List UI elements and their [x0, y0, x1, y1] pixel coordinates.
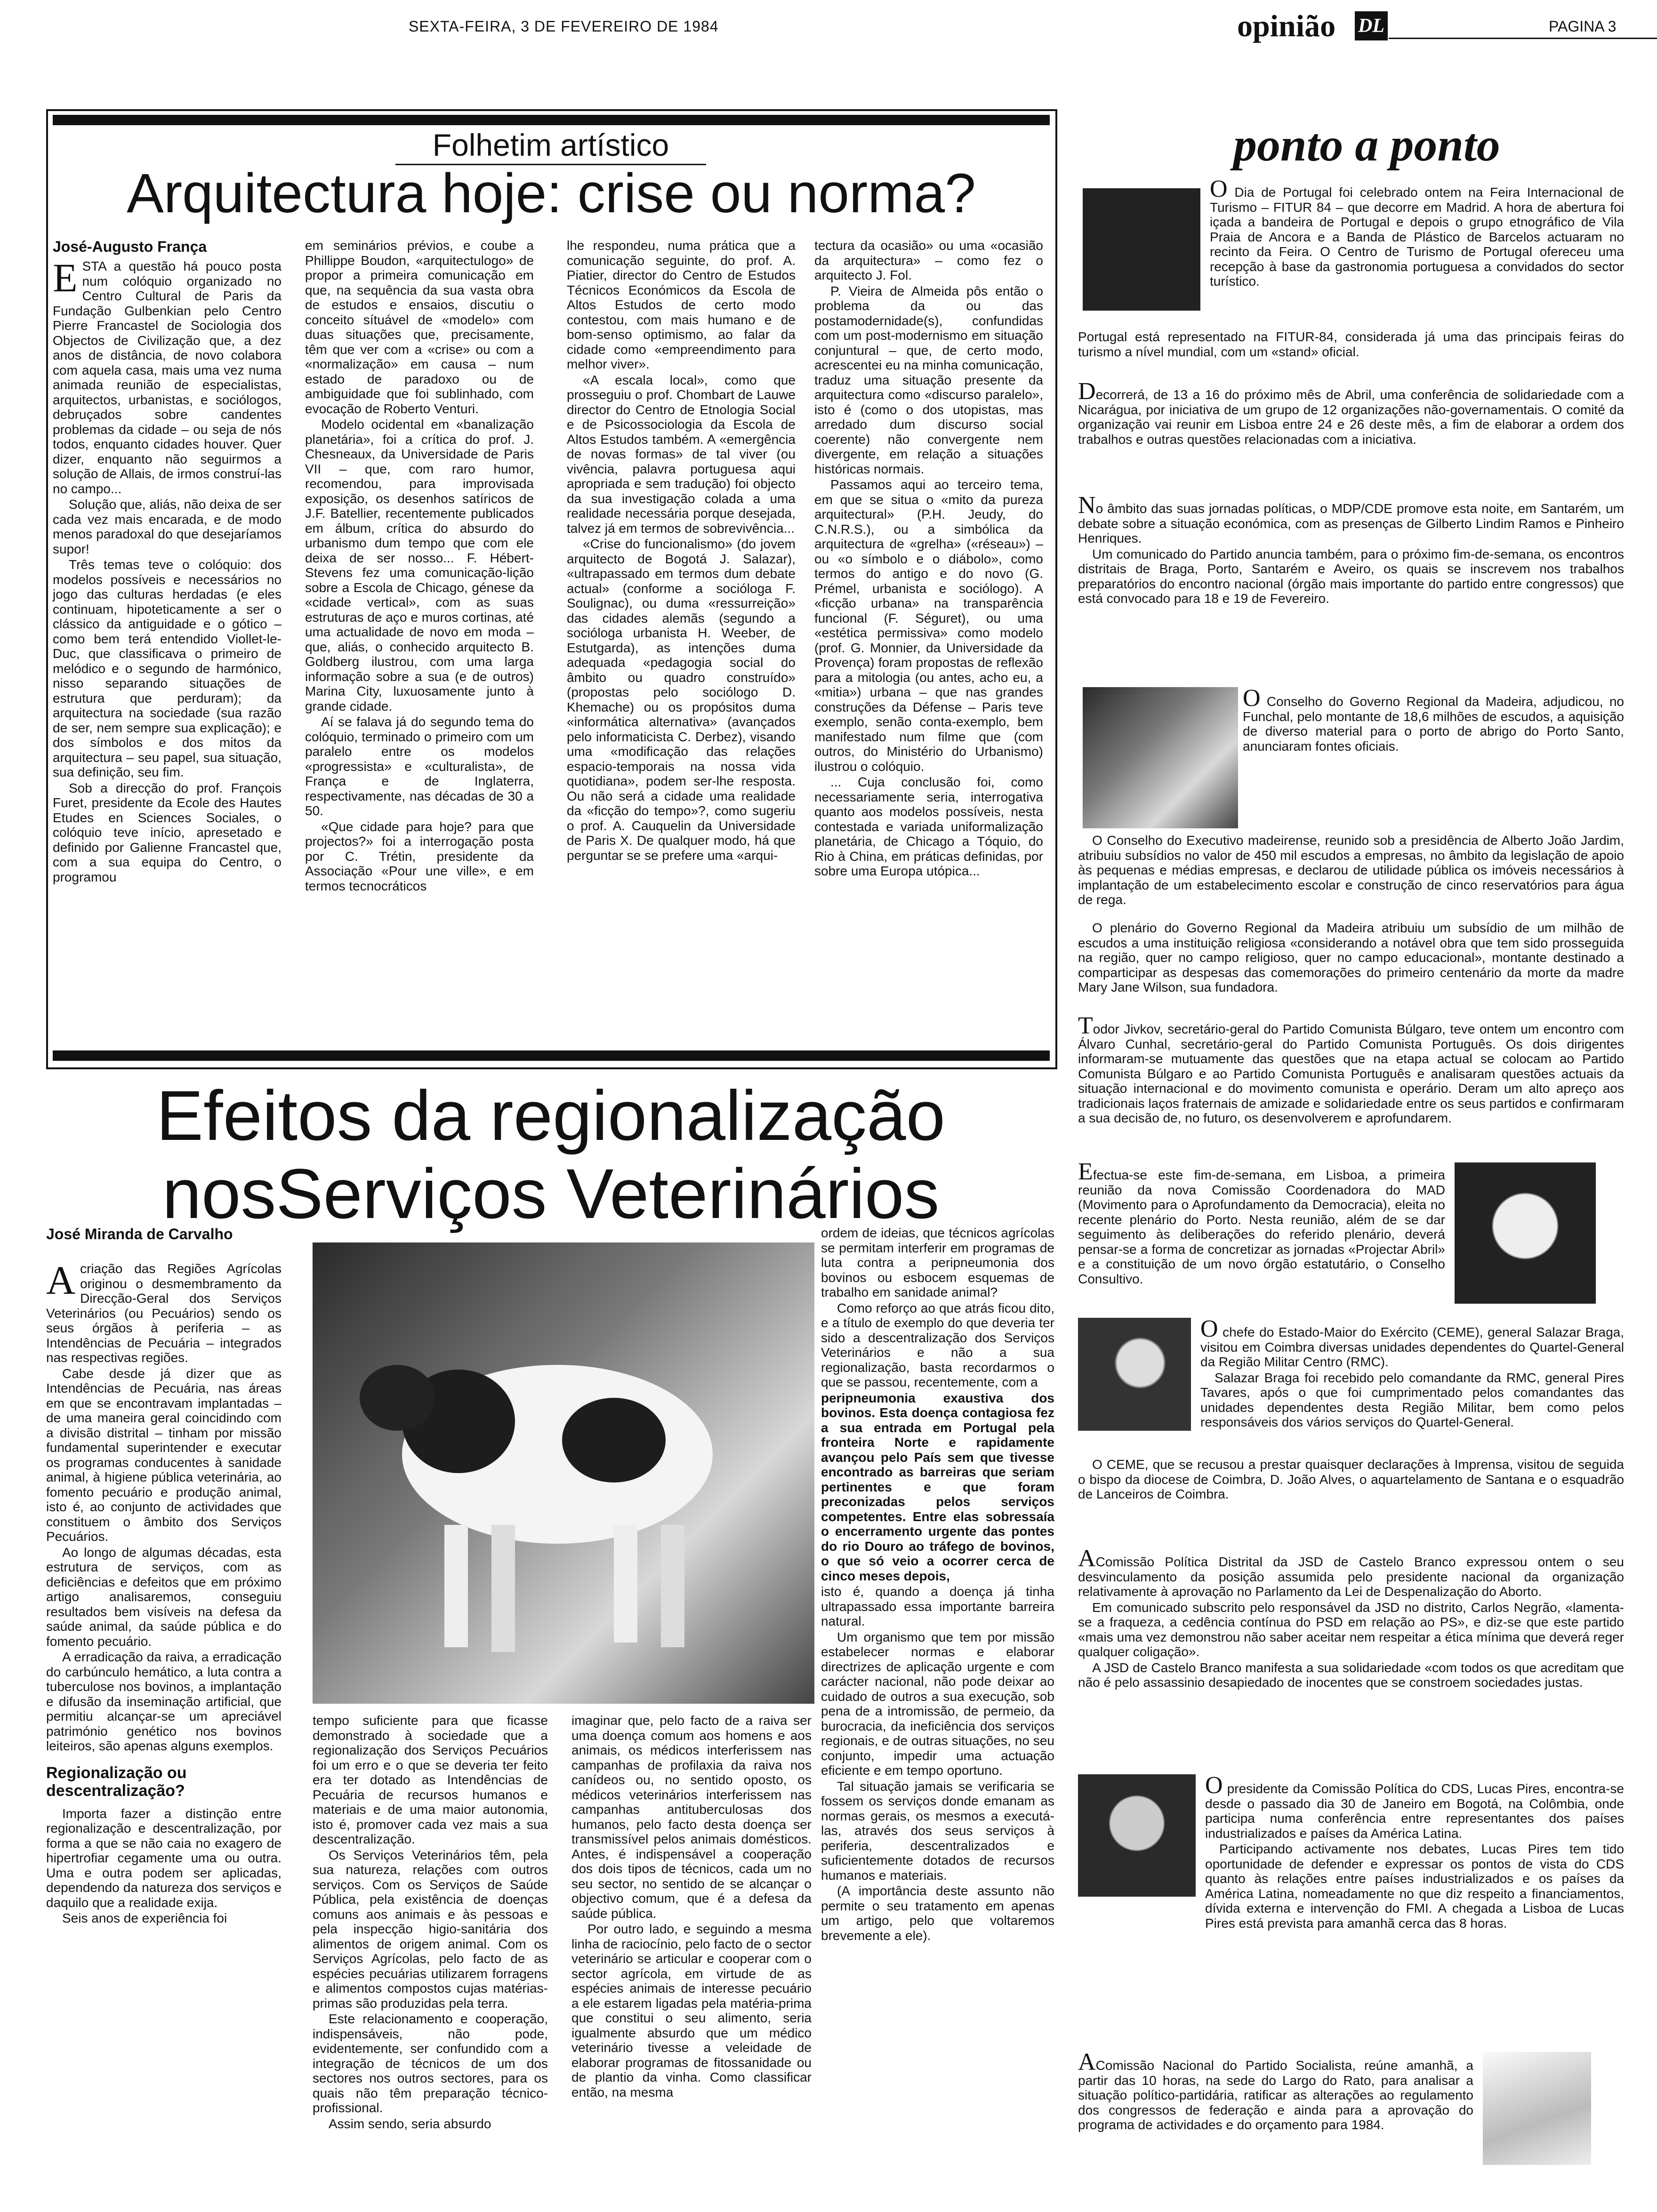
paragraph: Ao longo de algumas décadas, esta estrutura de serviços, com as deficiências e defeitos que em próximo artigo analisaremos, conseguiu resultados bem visíveis na defesa da saúde animal, da saúde pública e do fomento pecuário.: [46, 1545, 282, 1649]
portrait-photo-3: [1078, 1774, 1196, 1897]
portrait-photo-1: [1455, 1162, 1596, 1304]
folhetim-column-3: [567, 238, 796, 1050]
item-text: Um comunicado do Partido anuncia também, para o próximo fim-de-semana, os encontros distritais de Braga, Porto, Santarém e Aveiro, os quais se inscrevem nos trabalhos preparatórios do encontro nacional (órgão mais importante do partido entre congressos) que está convocado para 18 e 19 de Fevereiro.: [1078, 546, 1624, 606]
item-text: odor Jivkov, secretário-geral do Partido Comunista Búlgaro, teve ontem um encontro com Álvaro Cunhal, secretário-geral do Partido Comunista Português. Os dois dirigentes informaram-se mutuamente das questões que na etapa actual se colocam ao Partido Comunista Búlgaro e ao Partido Comunista Português e analisaram questões actuais da situação internacional e do movimento comunista e operário. Deram um alto apreço aos tradicionais laços fraternais de amizade e solidariedade entre os seus partidos e confirmaram a sua decisão de, no futuro, os desenvolverem e aprofundarem.: [1078, 1022, 1624, 1125]
portrait-photo-2: [1078, 1318, 1191, 1431]
paragraph: Modelo ocidental em «banalização planetária», foi a crítica do prof. J. Chesneaux, da Universidade de Paris VII – que, com raro humor, recomendou, para improvisada exposição, os desenhos satíricos de J.F. Batellier, recentemente publicados em álbum, crítica do absurdo do urbanismo dum tempo que com ele deixa de ser nosso... F. Hébert-Stevens fez uma comunicação-lição sobre a Escola de Chicago, génese da «cidade vertical», com as suas estruturas de aço e muros cortinas, até uma actualidade de novo em moda – que, aliás, o conhecido arquitecto B. Goldberg ilustrou, com uma larga informação sobre a sua (e de outros) Marina City, luxuosamente junto à grande cidade.: [305, 417, 534, 713]
funchal-photo: [1083, 687, 1238, 828]
drop-cap: A: [46, 1258, 76, 1303]
paragraph: «Crise do funcionalismo» (do jovem arquitecto de Bogotá J. Salazar), «ultrapassado em termos dum debate actual» (conforme a socióloga F. Soulignac), ou duma «ressurreição» das cidades alemãs (segundo a socióloga urbanista H. Weeber, de Estutgarda), as intenções duma adequada «pedagogia social do âmbito ou quadro construído» (propostas pelo sociólogo D. Khemache) ou os propósitos duma «informática alternativa» (avançados pelo informaticista C. Derbez), visando uma «modificação das relações espacio-temporais na nossa vida quotidiana», podem ser-lhe resposta. Ou não será a cidade uma realidade da «ficção do tempo»?, como sugeriu o prof. A. Cauquelin da Universidade de Paris X. De qualquer modo, há que perguntar se se prefere uma «arqui-: [567, 537, 796, 863]
paragraph: imaginar que, pelo facto de a raiva ser uma doença comum aos homens e aos animais, os médicos interferissem nas campanhas de profilaxia da raiva nos canídeos ou, no sentido oposto, os médicos veterinários interferissem nas campanhas antituberculosas dos humanos, pelo facto desta doença ser transmissível pelos animais domésticos. Antes, é indispensável a cooperação dos dois tipos de técnicos, cada um no seu sector, no sentido de se alcançar o objectivo comum, que é a defesa da saúde pública.: [571, 1713, 812, 1921]
paragraph: «Que cidade para hoje? para que projectos?» foi a interrogação posta por C. Trétin, presidente da Associação «Pour une ville», e em termos tecnocráticos: [305, 819, 534, 893]
page-number: PAGINA 3: [1549, 18, 1617, 35]
header-rule: [1389, 38, 1657, 39]
paragraph: tectura da ocasião» ou uma «ocasião da arquitectura» – como fez o arquitecto J. Fol.: [814, 238, 1043, 282]
ponto-title: ponto a ponto: [1233, 119, 1500, 171]
ponto-item-3: [1078, 492, 1624, 674]
paragraph: «A escala local», como que prosseguiu o prof. Chombart de Lauwe director do Centro de Etnologia Social e de Psicossociologia da Escola de Altos Estudos também. A «emergência de novas formas» de tal viver (ou vivência, palavra portuguesa aqui apropriada e sem tradução) foi objecto da sua investigação colada a uma realidade necessária porque desejada, talvez já em termos de sobrevivência...: [567, 372, 796, 536]
item-text: O CEME, que se recusou a prestar quaisquer declarações à Imprensa, visitou de seguida o bispo da diocese de Coimbra, D. João Alves, o aquartelamento de Santana e o esquadrão de Lanceiros de Coimbra.: [1078, 1457, 1624, 1501]
paragraph: isto é, quando a doença já tinha ultrapassado essa importante barreira natural.: [821, 1584, 1054, 1628]
ponto-item-2: [1078, 378, 1624, 480]
paragraph: Importa fazer a distinção entre regionalização e descentralização, por forma a que se não caia no exagero de hipertrofiar cegamente uma ou outra. Uma e outra podem ser aplicadas, dependendo da natureza dos serviços e daquilo que a realidade exija.: [46, 1806, 282, 1910]
efeitos-column-4: [821, 1226, 1054, 2198]
flag-photo: [1083, 188, 1200, 311]
newspaper-logo: DL: [1355, 11, 1388, 40]
item-text: ecorrerá, de 13 a 16 do próximo mês de Abril, uma conferência de solidariedade com a Nicarágua, por iniciativa de um grupo de 12 organizações não-governamentais. O comité da organização vai reunir em Lisboa entre 24 e 26 deste mês, a fim de elaborar a ordem dos trabalhos e outras questões relacionadas com a iniciativa.: [1078, 387, 1624, 447]
efeitos-column-3: [571, 1713, 812, 2198]
item-text: fectua-se este fim-de-semana, em Lisboa, a primeira reunião da nova Comissão Coordenadora do MAD (Movimento para o Aprofundamento da Democracia), eleita no recente plenário do Porto. Nesta reunião, além de se dar seguimento às deliberações do referido plenário, deverá pensar-se a forma de concretizar as jornadas «Projectar Abril» e a constituição de um novo órgão estatutário, o Conselho Consultivo.: [1078, 1168, 1445, 1286]
paragraph: ... Cuja conclusão foi, como necessariamente seria, interrogativa quanto aos modelos possíveis, nesta contestada e variada uniformalização planetária, de Chicago a Tóquio, do Rio à China, em práticas definidas, por sobre uma Europa utópica...: [814, 775, 1043, 878]
paragraph: Três temas teve o colóquio: dos modelos possíveis e necessários no jogo das culturas herdadas (e eles continuam, hipoteticamente a ser o clássico da antiguidade e o gótico – como bem terá entendido Viollet-le-Duc, que classificava o primeiro de melódico e o segundo de harmónico, nisso separando situações de estrutura que perduram); da arquitectura na sociedade (sua razão de ser, nem sempre sua explicação); e dos símbolos e dos mitos da arquitectura – seu papel, sua situação, sua definição, seu fim.: [53, 557, 282, 779]
paragraph: Seis anos de experiência foi: [62, 1911, 227, 1925]
paragraph: A erradicação da raiva, a erradicação do carbúnculo hemático, a luta contra a tuberculose nos bovinos, a implantação e difusão da inseminação artificial, que permitiu alcançar-se um apreciável património genético nos bovinos leiteiros, são apenas alguns exemplos.: [46, 1650, 282, 1753]
paragraph: Os Serviços Veterinários têm, pela sua natureza, relações com outros serviços. Com os Serviços de Saúde Pública, pela existência de doenças comuns aos animais e às pessoas e pela inspecção higio-sanitária dos alimentos de origem animal. Com os Serviços Agrícolas, pelo facto de as espécies pecuárias utilizarem forragens e alimentos compostos cujas matérias-primas são produzidas pela terra.: [313, 1847, 548, 2011]
item-text: A JSD de Castelo Branco manifesta a sua solidariedade «com todos os que acreditam que não é pelo assassinio desapiedado de inocentes que se constroem sociedades justas.: [1078, 1660, 1624, 1690]
paragraph: lhe respondeu, numa prática que a comunicação seguinte, do prof. A. Piatier, director do Centro de Estudos Técnicos Económicos da Escola de Altos Estudos de certo modo contestou, com mais humano e de bom-senso optimismo, ao falar da cidade como «empreendimento para melhor viver».: [567, 238, 796, 371]
efeitos-title-line-1: Efeitos da regionalização: [156, 1076, 946, 1155]
ponto-item-7: [1200, 1315, 1625, 1455]
paragraph: (A importância deste assunto não permite o seu tratamento em apenas um artigo, pelo que voltaremos brevemente a ele).: [821, 1883, 1054, 1943]
folhetim-column-4: [814, 238, 1043, 1050]
folhetim-title: Arquitectura hoje: crise ou norma?: [127, 162, 976, 224]
ponto-item-5: [1078, 1012, 1624, 1157]
item-text: O Conselho do Executivo madeirense, reunido sob a presidência de Alberto João Jardim, atribuiu subsídios no valor de 450 mil escudos a empresas, no âmbito da legislação de apoio às pequenas e médias empresas, e declarou de utilidade pública os imóveis necessários à implantação de um estabelecimento escolar e construção de cinco reservatórios para água de rega.: [1078, 833, 1624, 907]
item-text: chefe do Estado-Maior do Exército (CEME), general Salazar Braga, visitou em Coimbra diversas unidades dependentes do Quartel-General da Região Militar Centro (RMC).: [1200, 1325, 1625, 1369]
ponto-item-4: [1243, 685, 1625, 829]
folhetim-kicker: Folhetim artístico: [395, 126, 706, 165]
portrait-photo-4: [1483, 2052, 1591, 2165]
subheading: Regionalização ou descentralização?: [46, 1763, 187, 1800]
paragraph: Por outro lado, e seguindo a mesma linha de raciocínio, pelo facto de o sector veterinário se articular e cooperar com o sector agrícola, em virtude de as espécies animais de interesse pecuário a ele estarem ligadas pela matéria-prima que constitui o seu alimento, seria igualmente absurdo que um médico veterinário tivesse a veleidade de elaborar programas de fitossanidade ou de plantio da vinha. Como classificar então, na mesma: [571, 1922, 812, 2100]
page-header: [0, 0, 1657, 47]
ponto-item-6: [1078, 1158, 1445, 1307]
paragraph: Sob a direcção do prof. François Furet, presidente da Ecole des Hautes Etudes en Sciences Sociales, o colóquio teve início, apresetado e definido por Galienne Francastel que, com a sua equipa do Centro, o programou: [53, 780, 282, 884]
paragraph: Aí se falava já do segundo tema do colóquio, terminado o primeiro com um paralelo entre os modelos «progressista» e «culturalista», de França e de Inglaterra, respectivamente, nas décadas de 30 a 50.: [305, 714, 534, 818]
ponto-item-1-cont: [1078, 329, 1624, 367]
paragraph-bold: peripneumonia exaustiva dos bovinos. Esta doença contagiosa fez a sua entrada em Portugal pela fronteira Norte e rapidamente avançou pelo País sem que tivesse encontrado as barreiras que seriam pertinentes e que foram preconizadas pelos serviços competentes. Entre elas sobressaía o encerramento urgente das pontes do rio Douro ao tráfego de bovinos, o que só veio a ocorrer cerca de cinco meses depois,: [821, 1390, 1054, 1583]
paragraph: Tal situação jamais se verificaria se fossem os serviços donde emanam as normas gerais, os mesmos a executá-las, através dos seus serviços à periferia, descentralizados e suficientemente dotados de recursos humanos e materiais.: [821, 1779, 1054, 1883]
ponto-item-10: [1078, 2049, 1473, 2170]
item-text: Em comunicado subscrito pelo responsável da JSD no distrito, Carlos Negrão, «lamenta-se a fraqueza, a cedência contínua do PSD em relação ao PS», e diz-se que este partido «mais uma vez demonstrou não saber aceitar nem respeitar a ética mínima que deverá reger qualquer coligação».: [1078, 1600, 1624, 1659]
item-initial: O: [1205, 1772, 1223, 1799]
item-initial: N: [1078, 492, 1096, 519]
paragraph: Este relacionamento e cooperação, indispensáveis, não pode, evidentemente, ser confundido com a integração de técnicos de um dos sectores nos outros sectores, para os quais não têm preparação técnico-profissional.: [313, 2012, 548, 2115]
item-text: Participando activamente nos debates, Lucas Pires tem tido oportunidade de defender e expressar os pontos de vista do CDS quanto às relações entre países industrializados e os países da América Latina, nomeadamente no que diz respeito a financiamentos, dívida externa e intervenção do FMI. A chegada a Lisboa de Lucas Pires está prevista para amanhã cerca das 8 horas.: [1205, 1842, 1624, 1931]
folhetim-byline: José-Augusto França: [53, 238, 207, 255]
paragraph: Solução que, aliás, não deixa de ser cada vez mais encarada, e de modo menos paradoxal do que desejaríamos supor!: [53, 497, 282, 556]
item-text: Comissão Política Distrital da JSD de Castelo Branco expressou ontem o seu desvinculamento da posição assumida pelo presidente nacional da organização relativamente à aprovação no Parlamento da Lei de Despenalização do Aborto.: [1078, 1555, 1624, 1599]
ponto-item-4-cont2: [1078, 921, 1624, 1015]
efeitos-title-line-2: nosServiços Veterinários: [162, 1154, 940, 1233]
header-date: SEXTA-FEIRA, 3 DE FEVEREIRO DE 1984: [409, 18, 719, 35]
ponto-item-9: [1205, 1772, 1624, 1931]
item-text: Conselho do Governo Regional da Madeira, adjudicou, no Funchal, pelo montante de 18,6 milhões de escudos, a aquisição de diverso material para o porto de abrigo do Porto Santo, anunciaram fontes oficiais.: [1243, 694, 1625, 753]
item-initial: O: [1243, 685, 1261, 712]
folhetim-bottom-bar: [53, 1050, 1050, 1061]
item-initial: E: [1078, 1158, 1093, 1185]
item-text: Portugal está representado na FITUR-84, considerada já uma das principais feiras do turismo a nível mundial, com um «stand» oficial.: [1078, 329, 1624, 359]
item-text: Comissão Nacional do Partido Socialista, reúne amanhã, a partir das 10 horas, na sede do Largo do Rato, para analisar a situação político-partidária, ratificar as alterações ao regulamento dos congressos de federação e ainda para a aprovação do programa de actividades e do orçamento para 1984.: [1078, 2058, 1473, 2132]
efeitos-column-1: [46, 1258, 282, 2198]
folhetim-column-2: [305, 238, 534, 1050]
item-text: Salazar Braga foi recebido pelo comandante da RMC, general Pires Tavares, após o que foi cumprimentado pelos comandantes das unidades dependentes desta Região Militar, bem como pelos responsáveis dos vários serviços do Quartel-General.: [1200, 1370, 1624, 1429]
item-text: presidente da Comissão Política do CDS, Lucas Pires, encontra-se desde o passado dia 30 de Janeiro em Bogotá, na Colômbia, onde participa numa conferência entre representantes dos países industrializados e países da América Latina.: [1205, 1781, 1624, 1841]
cow-photo: [313, 1242, 814, 1704]
section-name: opinião: [1237, 9, 1336, 43]
ponto-item-7-cont: [1078, 1457, 1624, 1547]
paragraph: P. Vieira de Almeida pôs então o problema da ou das postamodernidade(s), confundidas com um post-modernismo em situação conjuntural – que, de certo modo, acrescentei eu na minha comunicação, traduz uma situação presente da arquitectura como «discurso paralelo», isto é (como o dos utopistas, mas arredado dum discurso social coerente) não convergente nem divergente, em relação a situações históricas normais.: [814, 283, 1043, 476]
item-text: Dia de Portugal foi celebrado ontem na Feira Internacional de Turismo – FITUR 84 – que decorre em Madrid. A hora de abertura foi içada a bandeira de Portugal e depois o grupo etnográfico de Vila Praia de Ancora e a Banda de Plástico de Barcelos actuaram no recinto da Feira. O Centro de Turismo de Portugal ofereceu uma recepção à base da gastronomia portuguesa a convidados do sector turístico.: [1210, 185, 1625, 289]
cow-illustration: [313, 1242, 814, 1704]
paragraph: criação das Regiões Agrícolas originou o desmembramento da Direcção-Geral dos Serviços Veterinários (ou Pecuários) sendo os seus órgãos à periferia – as Intendências de Pecuária – integrados nas respectivas regiões.: [46, 1261, 282, 1365]
folhetim-column-1: [53, 255, 282, 1050]
item-text: o âmbito das suas jornadas políticas, o MDP/CDE promove esta noite, em Santarém, um debate sobre a situação económica, com as presenças de Gilberto Lindim Ramos e Pinheiro Henriques.: [1078, 501, 1624, 545]
paragraph: tempo suficiente para que ficasse demonstrado à sociedade que a regionalização dos Serviços Pecuários foi um erro e o que se deveria ter feito era ter dotado as Intendências de Pecuária de recursos humanos e materiais e de uma maior autonomia, isto é, promover cada vez mais a sua descentralização.: [313, 1713, 548, 1846]
paragraph: Um organismo que tem por missão estabelecer normas e elaborar directrizes de aplicação urgente e com carácter nacional, não pode deixar ao cuidado de outros a sua execução, sob pena de a intromissão, de permeio, da burocracia, da ineficiência dos serviços regionais, e de outras situações, no seu conjunto, impedir uma actuação eficiente e em tempo oportuno.: [821, 1629, 1054, 1778]
paragraph: STA a questão há pouco posta num colóquio organizado no Centro Cultural de Paris da Fundação Gulbenkian pelo Centro Pierre Francastel de Sociologia dos Objectos de Civilização que, a dez anos de distância, de novo colabora com aquela casa, mais uma vez numa animada reunião de especialistas, arquitectos, urbanistas, e sociólogos, debruçados sobre candentes problemas da cidade – ou seja de nós todos, enquanto cidades houver. Quer dizer, enquanto não seguirmos a solução de Allais, de irmos construí-las no campo...: [53, 259, 282, 496]
ponto-item-1: [1210, 176, 1625, 348]
paragraph: Passamos aqui ao terceiro tema, em que se situa o «mito da pureza arquitectural» (P.H. Jeudy, do C.N.R.S.), ou a simbólica da arquitectura de «grelha» («réseau») – ou «o símbolo e o diábolo», como termos do antigo e do novo (G. Prémel, urbanista e sociólogo). A «ficção urbana» na transparência funcional (F. Séguret), ou uma «estética permissiva» como modelo (prof. G. Monnier, da Universidade da Provença) foram propostas de reflexão para a mitologia (ou antes, acho eu, a «mitia») urbana – que nas grandes construções da Défense – Paris teve exemplo, senão conta-exemplo, bem manifestado num filme que (com outros, do Ministério do Urbanismo) ilustrou o colóquio.: [814, 477, 1043, 774]
item-initial: A: [1078, 1545, 1096, 1572]
item-initial: D: [1078, 378, 1096, 405]
paragraph: em seminários prévios, e coube a Phillippe Boudon, «arquitectulogo» de propor a primeira comunicação em que, na sequência da sua vasta obra de estudos e ensaios, discutiu o conceito sítuável de «modelo» com duas situações que, precisamente, têm que ver com a «crise» ou com a «normalização» em causa – num estado de paradoxo ou de ambiguidade que foi sublinhado, com evocação de Roberto Venturi.: [305, 238, 534, 416]
paragraph: Assim sendo, seria absurdo: [329, 2116, 491, 2131]
item-text: O plenário do Governo Regional da Madeira atribuiu um subsídio de um milhão de escudos a uma instituição religiosa «considerando a notável obra que tem sido prosseguida na região, quer no campo religioso, quer no campo educacional», montante destinado a comparticipar as despesas das comemorações do primeiro centenário da morte da madre Mary Jane Wilson, sua fundadora.: [1078, 921, 1624, 994]
item-initial: O: [1200, 1315, 1218, 1342]
item-initial: O: [1210, 176, 1228, 202]
paragraph: Cabe desde já dizer que as Intendências de Pecuária, nas áreas em que se encontravam implantadas – de uma maneira geral coincidindo com a divisão distrital – tinham por missão fundamental superintender e executar os programas conducentes à sanidade animal, à higiene pública veterinária, ao fomento pecuário e produção animal, isto é, ao conjunto de actividades que constituem o âmbito dos Serviços Pecuários.: [46, 1366, 282, 1544]
efeitos-column-2: [313, 1713, 548, 2198]
item-initial: T: [1078, 1012, 1093, 1039]
drop-cap: E: [53, 255, 78, 300]
paragraph: Como reforço ao que atrás ficou dito, e a título de exemplo do que deveria ter sido a descentralização dos Serviços Veterinários e não a sua regionalização, basta recordarmos o que se passou, recentemente, com a: [821, 1300, 1054, 1389]
efeitos-byline: José Miranda de Carvalho: [46, 1226, 233, 1242]
folhetim-top-bar: [53, 115, 1050, 125]
paragraph: ordem de ideias, que técnicos agrícolas se permitam interferir em programas de luta contra a peripneumonia dos bovinos ou esbocem esquemas de trabalho em sanidade animal?: [821, 1226, 1054, 1299]
ponto-item-8: [1078, 1545, 1624, 1765]
item-initial: A: [1078, 2049, 1096, 2076]
